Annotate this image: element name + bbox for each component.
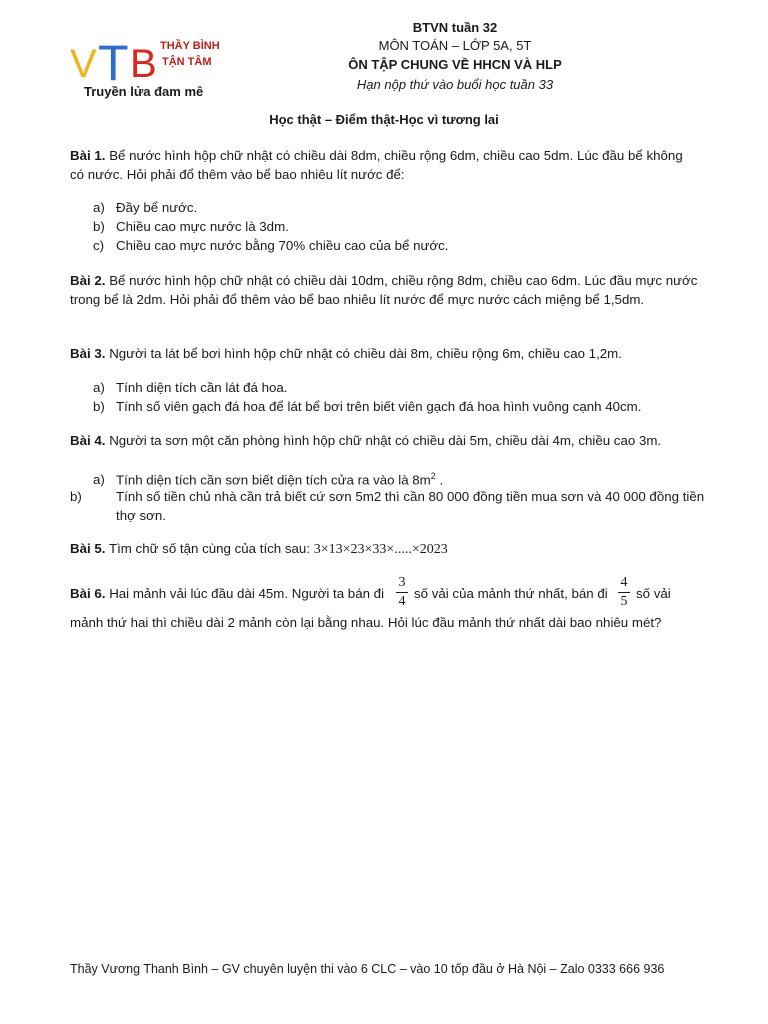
fraction-denominator: 4	[398, 594, 406, 609]
item-text: Đầy bể nước.	[116, 200, 198, 215]
header-topic: ÔN TẬP CHUNG VỀ HHCN VÀ HLP	[348, 57, 562, 72]
footer: Thầy Vương Thanh Bình – GV chuyên luyện thi vào 6 CLC – vào 10 tốp đầu ở Hà Nội – Zalo 0333 666 936	[70, 962, 665, 976]
item-text: Tính diện tích cần sơn biết diện tích cửa ra vào là 8m	[116, 472, 431, 488]
item-label: a)	[93, 380, 105, 395]
problem-1-label: Bài 1.	[70, 148, 106, 163]
problem-4-text: Người ta sơn một căn phòng hình hộp chữ nhật có chiều dài 5m, chiều dài 4m, chiều cao 3m.	[109, 433, 662, 448]
logo-name-line2: TẬN TÂM	[162, 56, 212, 68]
list-item	[70, 487, 726, 525]
problem-6-text-middle-wrap	[414, 584, 624, 603]
problem-5-math: 3×13×23×33×.....×2023	[313, 542, 448, 557]
problem-5	[70, 539, 700, 559]
problem-5-text: Tìm chữ số tận cùng của tích sau:	[108, 541, 311, 556]
item-label: c)	[93, 238, 105, 253]
list-item	[93, 378, 703, 397]
problem-3-text: Người ta lát bể bơi hình hộp chữ nhật có chiều dài 8m, chiều rộng 6m, chiều cao 1,2m.	[109, 346, 622, 361]
item-end: .	[439, 472, 444, 488]
list-item	[93, 236, 703, 255]
item-label: a)	[93, 200, 105, 215]
motto: Học thật – Điểm thật-Học vì tương lai	[269, 112, 499, 127]
item-label: a)	[93, 472, 105, 488]
problem-2-label: Bài 2.	[70, 273, 106, 288]
fraction-4-5	[618, 575, 630, 610]
problem-4-label: Bài 4.	[70, 433, 106, 448]
logo-letter-t: T	[98, 35, 129, 91]
item-text: Tính diện tích cần lát đá hoa.	[116, 380, 288, 395]
problem-1-text: Bể nước hình hộp chữ nhật có chiều dài 8dm, chiều rộng 6dm, chiều cao 5dm. Lúc đầu bể không có nước. Hỏi phải đổ thêm vào bể bao nhiêu lít nước để:	[70, 148, 683, 182]
item-text: Tính số tiền chủ nhà cần trả biết cứ sơn 5m2 thì cần 80 000 đồng tiền mua sơn và 40 000 đồng tiền thợ sơn.	[116, 489, 705, 523]
item-label: b)	[93, 219, 105, 234]
fraction-bar	[618, 592, 630, 593]
fraction-numerator: 3	[398, 575, 406, 590]
fraction-bar	[396, 592, 408, 593]
item-text: Chiều cao mực nước là 3dm.	[116, 219, 289, 234]
list-item	[93, 397, 703, 416]
problem-6-label: Bài 6.	[70, 586, 106, 601]
item-text: Chiều cao mực nước bằng 70% chiều cao của bể nước.	[116, 238, 449, 253]
fraction-3-4	[396, 575, 408, 610]
item-label: b)	[93, 399, 105, 414]
item-text: Tính số viên gạch đá hoa để lát bể bơi trên biết viên gạch đá hoa hình vuông cạnh 40cm.	[116, 399, 642, 414]
problem-6-text-middle: số vải của mảnh thứ nhất, bán đi	[414, 586, 608, 601]
item-label: b)	[70, 489, 82, 504]
problem-6-text-line2: mảnh thứ hai thì chiều dài 2 mảnh còn lại bằng nhau. Hỏi lúc đầu mảnh thứ nhất dài bao nhiêu mét?	[70, 615, 662, 630]
list-item	[93, 198, 703, 217]
problem-2-text: Bể nước hình hộp chữ nhật có chiều dài 10dm, chiều rộng 8dm, chiều cao 6dm. Lúc đầu mực nước trong bể là 2dm. Hỏi phải đổ thêm vào bể bao nhiêu lít nước để mực nước cách miệng bể 1,5dm.	[70, 273, 698, 307]
problem-6-text-after-wrap	[636, 584, 706, 603]
header-deadline: Hạn nộp thứ vào buổi học tuần 33	[356, 77, 554, 92]
problem-5-label: Bài 5.	[70, 541, 106, 556]
problem-1	[70, 146, 700, 184]
problem-4	[70, 431, 700, 450]
problem-6-line2	[70, 613, 700, 632]
logo-letter-b: B	[130, 42, 157, 86]
logo-slogan: Truyền lửa đam mê	[84, 84, 204, 99]
logo-letter-v: V	[70, 42, 97, 86]
header-title: BTVN tuần 32	[412, 20, 498, 35]
superscript: 2	[430, 471, 436, 481]
problem-6-text-after: số vải	[636, 586, 671, 601]
fraction-denominator: 5	[620, 594, 628, 609]
problem-6-text-before: Hai mảnh vải lúc đầu dài 45m. Người ta bán đi	[109, 586, 385, 601]
list-item	[93, 217, 703, 236]
problem-3-label: Bài 3.	[70, 346, 106, 361]
problem-2	[70, 271, 700, 309]
header-subject: MÔN TOÁN – LỚP 5A, 5T	[378, 38, 532, 53]
fraction-numerator: 4	[620, 575, 628, 590]
logo-name-line1: THẦY BÌNH	[160, 40, 220, 52]
problem-3	[70, 344, 700, 363]
